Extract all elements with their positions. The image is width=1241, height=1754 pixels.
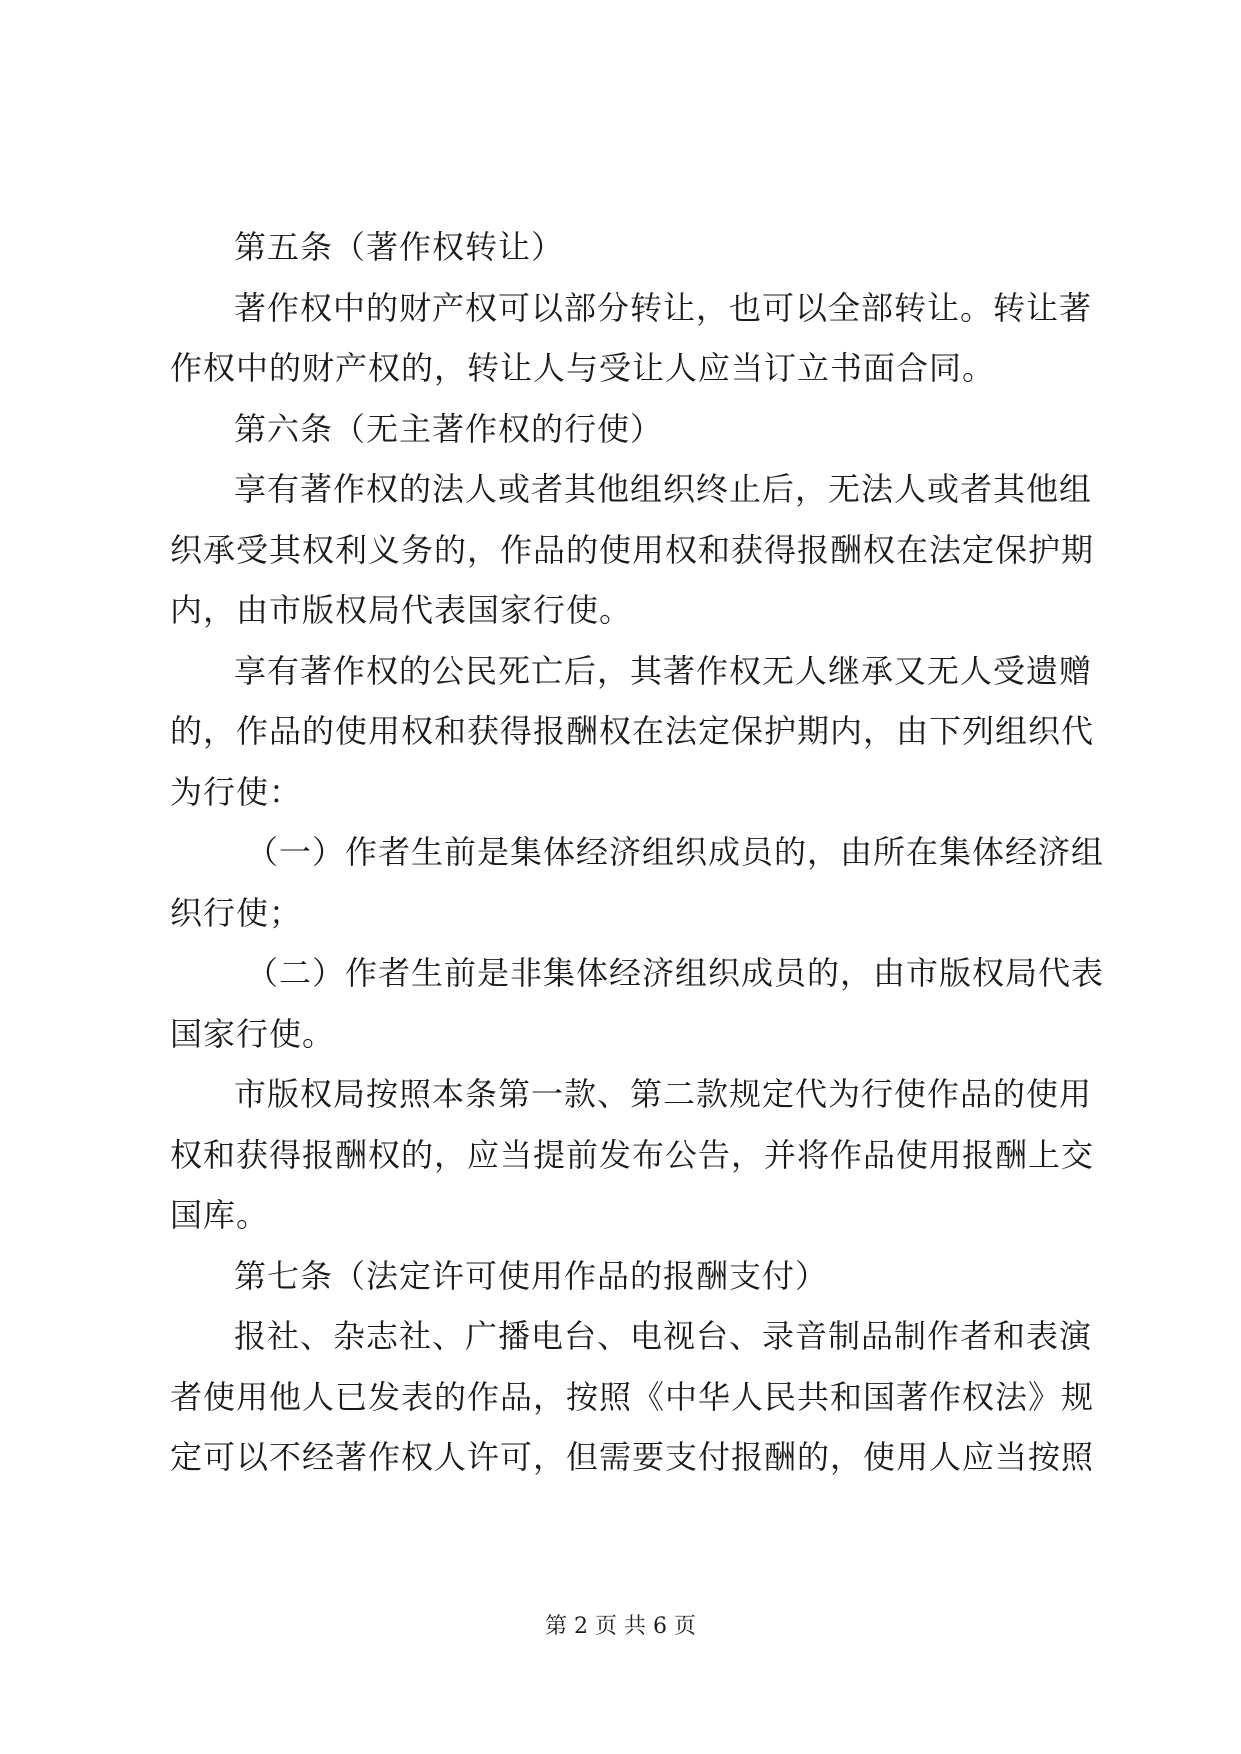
article-heading: 第五条（著作权转让） bbox=[234, 228, 565, 266]
paragraph-line: 为行使： bbox=[170, 772, 303, 811]
paragraph-line: 织承受其权利义务的，作品的使用权和获得报酬权在法定保护期 bbox=[170, 530, 1095, 569]
paragraph-line: 权和获得报酬权的，应当提前发布公告，并将作品使用报酬上交 bbox=[170, 1135, 1095, 1174]
article-heading: 第七条（法定许可使用作品的报酬支付） bbox=[234, 1256, 829, 1295]
paragraph-line: 报社、杂志社、广播电台、电视台、录音制品制作者和表演 bbox=[234, 1317, 1093, 1355]
paragraph-line: 国库。 bbox=[170, 1196, 270, 1234]
document-body bbox=[170, 226, 1105, 1497]
article-heading: 第六条（无主著作权的行使） bbox=[234, 409, 664, 448]
list-item-line: （一）作者生前是集体经济组织成员的，由所在集体经济组 bbox=[246, 833, 1105, 871]
paragraph-line: 的，作品的使用权和获得报酬权在法定保护期内，由下列组织代 bbox=[170, 712, 1095, 750]
paragraph-line: 市版权局按照本条第一款、第二款规定代为行使作品的使用 bbox=[234, 1075, 1093, 1113]
list-item-line: （二）作者生前是非集体经济组织成员的，由市版权局代表 bbox=[246, 954, 1105, 992]
paragraph-line: 者使用他人已发表的作品，按照《中华人民共和国著作权法》规 bbox=[170, 1377, 1095, 1416]
paragraph-line: 享有著作权的公民死亡后，其著作权无人继承又无人受遗赠 bbox=[234, 651, 1093, 690]
paragraph-line: 作权中的财产权的，转让人与受让人应当订立书面合同。 bbox=[170, 349, 996, 387]
paragraph-line: 内，由市版权局代表国家行使。 bbox=[170, 591, 633, 629]
list-item-line: 织行使； bbox=[170, 893, 303, 932]
list-item-line: 国家行使。 bbox=[170, 1014, 336, 1053]
paragraph-line: 定可以不经著作权人许可，但需要支付报酬的，使用人应当按照 bbox=[170, 1438, 1095, 1476]
paragraph-line: 享有著作权的法人或者其他组织终止后，无法人或者其他组 bbox=[234, 470, 1093, 508]
page-number-footer: 第 2 页 共 6 页 bbox=[545, 1614, 696, 1639]
paragraph-line: 著作权中的财产权可以部分转让，也可以全部转让。转让著 bbox=[234, 288, 1093, 327]
